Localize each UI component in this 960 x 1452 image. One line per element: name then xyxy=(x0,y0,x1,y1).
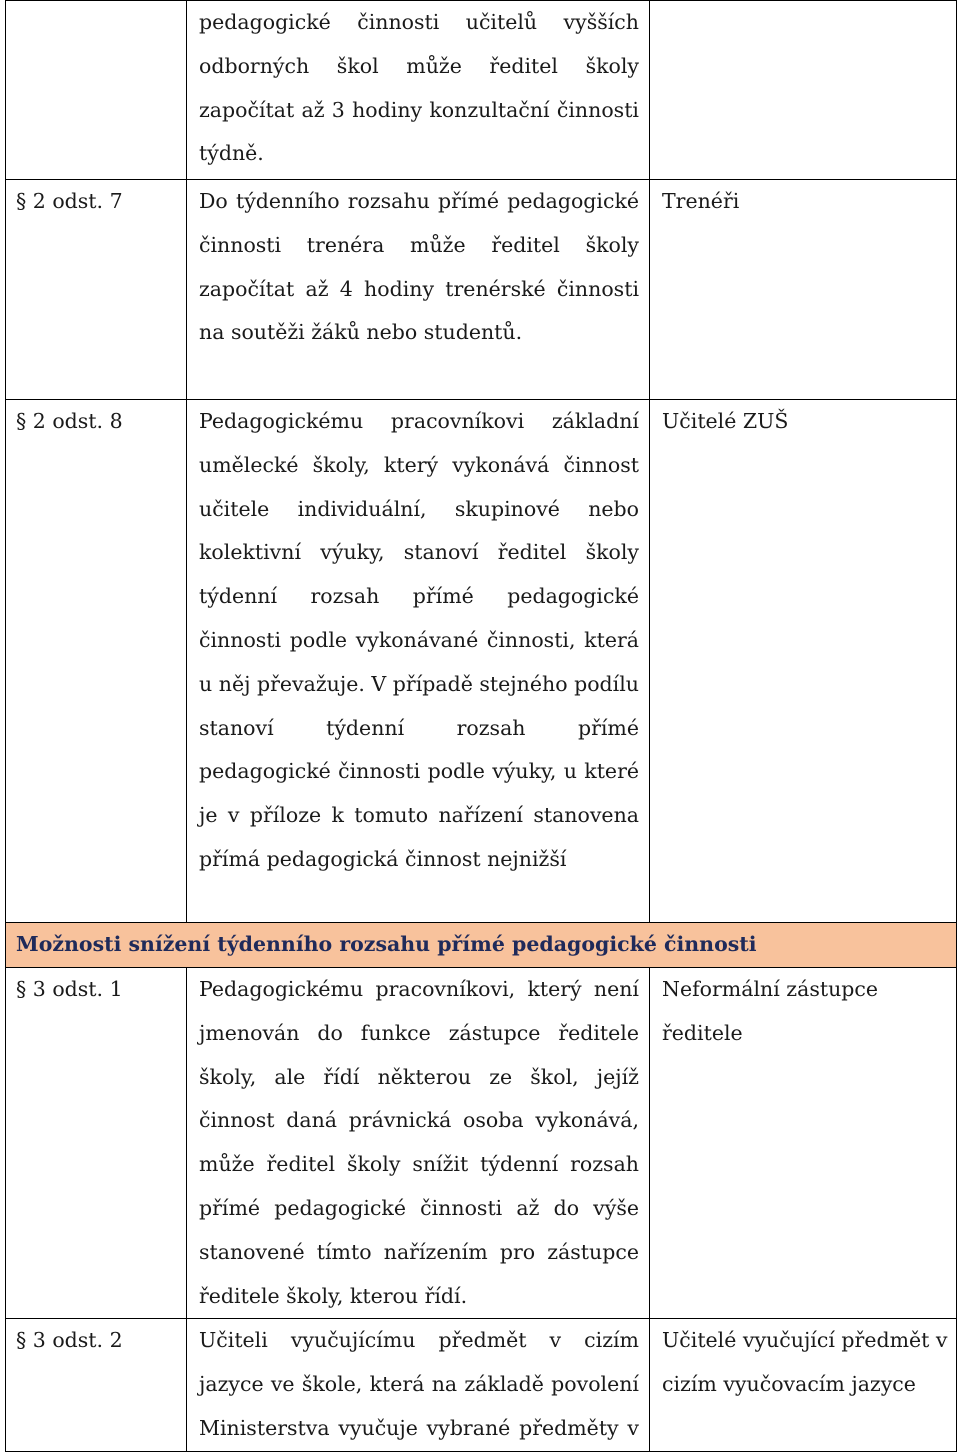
table-row xyxy=(6,180,957,400)
table-row xyxy=(6,1319,957,1451)
target-cell xyxy=(650,1,957,180)
section-header-title: Možnosti snížení týdenního rozsahu přímé pedagogické činnosti xyxy=(16,932,757,956)
regulation-table-wrapper xyxy=(5,0,957,1452)
table-row xyxy=(6,1,957,180)
section-cell xyxy=(6,1319,187,1451)
section-header-cell xyxy=(6,923,957,968)
provision-text: Učiteli vyučujícímu předmět v cizím jazyce ve škole, která na základě povolení Ministerstva vyučuje vybrané předměty v xyxy=(199,1328,639,1440)
provision-text: pedagogické činnosti učitelů vyšších odborných škol může ředitel školy započítat až 3 hodiny konzultační činnosti týdně. xyxy=(199,10,639,166)
provision-text: Pedagogickému pracovníkovi, který není jmenován do funkce zástupce ředitele školy, ale řídí některou ze škol, jejíž činnost daná právnická osoba vykonává, může ředitel školy snížit týdenní rozsah přímé pedagogické činnosti až do výše stanovené tímto nařízením pro zástupce ředitele školy, kterou řídí. xyxy=(199,977,639,1308)
target-cell xyxy=(650,180,957,400)
section-label: § 2 odst. 8 xyxy=(16,409,123,433)
target-cell xyxy=(650,1319,957,1451)
regulation-table xyxy=(5,0,957,1452)
provision-cell xyxy=(187,1319,650,1451)
target-cell xyxy=(650,968,957,1319)
target-group: Učitelé ZUŠ xyxy=(662,409,789,433)
provision-text: Pedagogickému pracovníkovi základní umělecké školy, který vykonává činnost učitele individuální, skupinové nebo kolektivní výuky, stanoví ředitel školy týdenní rozsah přímé pedagogické činnosti podle vykonávané činnosti, která u něj převažuje. V případě stejného podílu stanoví týdenní rozsah přímé pedagogické činnosti podle výuky, u které je v příloze k tomuto nařízení stanovena přímá pedagogická činnost nejnižší xyxy=(199,409,639,871)
table-row xyxy=(6,400,957,923)
provision-cell xyxy=(187,1,650,180)
target-group: Neformální zástupce ředitele xyxy=(662,977,879,1045)
provision-cell xyxy=(187,400,650,923)
table-row xyxy=(6,968,957,1319)
provision-cell xyxy=(187,968,650,1319)
section-label: § 3 odst. 1 xyxy=(16,977,123,1001)
target-group: Trenéři xyxy=(662,189,740,213)
section-label: § 2 odst. 7 xyxy=(16,189,123,213)
target-cell xyxy=(650,400,957,923)
section-cell xyxy=(6,400,187,923)
provision-cell xyxy=(187,180,650,400)
section-label: § 3 odst. 2 xyxy=(16,1328,123,1353)
target-group: Učitelé vyučující předmět v cizím vyučovacím jazyce xyxy=(662,1328,948,1397)
section-cell xyxy=(6,968,187,1319)
section-cell xyxy=(6,180,187,400)
section-cell xyxy=(6,1,187,180)
section-header-row xyxy=(6,923,957,968)
provision-text: Do týdenního rozsahu přímé pedagogické činnosti trenéra může ředitel školy započítat až 4 hodiny trenérské činnosti na soutěži žáků nebo studentů. xyxy=(199,189,639,345)
